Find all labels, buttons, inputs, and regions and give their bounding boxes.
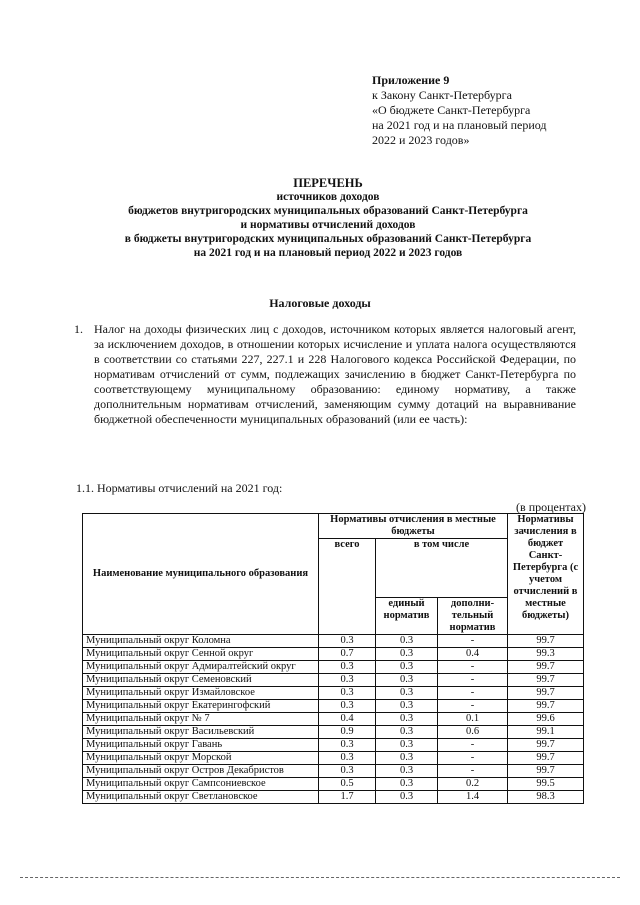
- row-single: 0.3: [376, 687, 438, 700]
- row-total: 0.3: [319, 635, 376, 648]
- row-single: 0.3: [376, 726, 438, 739]
- row-total: 0.3: [319, 674, 376, 687]
- subsection-title: 1.1. Нормативы отчислений на 2021 год:: [76, 481, 283, 495]
- table-row: [83, 713, 584, 726]
- row-spb: 99.1: [508, 726, 584, 739]
- paragraph-number: 1.: [74, 322, 83, 336]
- row-total: 0.3: [319, 700, 376, 713]
- row-extra: -: [438, 661, 508, 674]
- row-extra: -: [438, 687, 508, 700]
- row-spb: 99.7: [508, 739, 584, 752]
- row-name: Муниципальный округ Морской: [83, 752, 319, 765]
- heading-line: бюджетов внутригородских муниципальных образований Санкт-Петербурга: [128, 205, 528, 217]
- units-note: (в процентах): [516, 500, 586, 514]
- row-spb: 99.7: [508, 687, 584, 700]
- heading-line: на 2021 год и на плановый период 2022 и 2023 годов: [193, 247, 463, 259]
- row-total: 0.3: [319, 687, 376, 700]
- row-extra: -: [438, 674, 508, 687]
- row-extra: 0.6: [438, 726, 508, 739]
- header-spb: Нормативы зачисления в бюджет Санкт-Петербурга (с учетом отчислений в местные бюджеты): [508, 514, 584, 635]
- paragraph-1: [76, 322, 576, 427]
- row-spb: 99.7: [508, 674, 584, 687]
- row-single: 0.3: [376, 713, 438, 726]
- row-single: 0.3: [376, 661, 438, 674]
- row-spb: 99.7: [508, 752, 584, 765]
- table-row: [83, 674, 584, 687]
- row-extra: 0.4: [438, 648, 508, 661]
- row-spb: 99.6: [508, 713, 584, 726]
- row-name: Муниципальный округ Семеновский: [83, 674, 319, 687]
- row-total: 0.4: [319, 713, 376, 726]
- row-name: Муниципальный округ № 7: [83, 713, 319, 726]
- row-spb: 99.7: [508, 661, 584, 674]
- row-spb: 99.7: [508, 700, 584, 713]
- row-single: 0.3: [376, 700, 438, 713]
- appendix-title: Приложение 9: [372, 73, 450, 87]
- row-total: 0.3: [319, 765, 376, 778]
- row-spb: 99.7: [508, 635, 584, 648]
- row-extra: -: [438, 635, 508, 648]
- row-total: 1.7: [319, 791, 376, 804]
- table-row: [83, 648, 584, 661]
- row-single: 0.3: [376, 791, 438, 804]
- table-row: [83, 700, 584, 713]
- heading-line: и нормативы отчислений доходов: [240, 219, 416, 231]
- row-name: Муниципальный округ Светлановское: [83, 791, 319, 804]
- appendix-line: 2022 и 2023 годов»: [372, 133, 470, 147]
- paragraph-text: Налог на доходы физических лиц с доходов, источником которых является налоговый агент, за исключением доходов, в отношении которых исчисление и уплата налога осуществляются в соответствии со статьями 227, 227.1 и 228 Налогового кодекса Российской Федерации, по нормативам отчислений от сумм, подлежащих зачислению в бюджет Санкт-Петербурга по соответствующему муниципальному образованию: единому нормативу, а также дополнительным нормативам отчислений, заменяющим сумму дотаций на выравнивание бюджетной обеспеченности муниципальных образований (или ее часть):: [94, 322, 576, 426]
- appendix-line: на 2021 год и на плановый период: [372, 118, 547, 132]
- heading-line: источников доходов: [276, 191, 380, 203]
- header-total: всего: [319, 539, 376, 635]
- row-extra: -: [438, 700, 508, 713]
- row-total: 0.3: [319, 739, 376, 752]
- appendix-block: [372, 73, 612, 148]
- row-extra: 0.2: [438, 778, 508, 791]
- table-row: [83, 765, 584, 778]
- row-single: 0.3: [376, 739, 438, 752]
- row-name: Муниципальный округ Васильевский: [83, 726, 319, 739]
- heading-line: в бюджеты внутригородских муниципальных образований Санкт-Петербурга: [124, 233, 532, 245]
- row-extra: -: [438, 752, 508, 765]
- row-name: Муниципальный округ Измайловское: [83, 687, 319, 700]
- row-single: 0.3: [376, 635, 438, 648]
- norms-table: [82, 513, 584, 804]
- row-extra: -: [438, 739, 508, 752]
- appendix-line: «О бюджете Санкт-Петербурга: [372, 103, 531, 117]
- row-total: 0.5: [319, 778, 376, 791]
- header-incl: в том числе: [376, 539, 508, 598]
- row-single: 0.3: [376, 752, 438, 765]
- row-name: Муниципальный округ Сампсониевское: [83, 778, 319, 791]
- table-row: [83, 778, 584, 791]
- row-extra: 1.4: [438, 791, 508, 804]
- row-single: 0.3: [376, 778, 438, 791]
- row-single: 0.3: [376, 648, 438, 661]
- table-row: [83, 752, 584, 765]
- row-name: Муниципальный округ Коломна: [83, 635, 319, 648]
- header-local: Нормативы отчисления в местные бюджеты: [319, 514, 508, 539]
- row-spb: 99.3: [508, 648, 584, 661]
- row-total: 0.3: [319, 661, 376, 674]
- row-extra: 0.1: [438, 713, 508, 726]
- heading-title: ПЕРЕЧЕНЬ: [293, 176, 363, 190]
- row-spb: 98.3: [508, 791, 584, 804]
- header-name: Наименование муниципального образования: [83, 514, 319, 635]
- row-name: Муниципальный округ Адмиралтейский округ: [83, 661, 319, 674]
- row-total: 0.9: [319, 726, 376, 739]
- row-name: Муниципальный округ Екатерингофский: [83, 700, 319, 713]
- row-name: Муниципальный округ Сенной округ: [83, 648, 319, 661]
- document-heading: [60, 176, 596, 260]
- table-row: [83, 791, 584, 804]
- row-single: 0.3: [376, 765, 438, 778]
- row-name: Муниципальный округ Остров Декабристов: [83, 765, 319, 778]
- table-row: [83, 687, 584, 700]
- appendix-line: к Закону Санкт-Петербурга: [372, 88, 512, 102]
- table-row: [83, 739, 584, 752]
- row-spb: 99.5: [508, 778, 584, 791]
- header-extra: дополни-тельный норматив: [438, 598, 508, 635]
- row-spb: 99.7: [508, 765, 584, 778]
- row-total: 0.7: [319, 648, 376, 661]
- table-row: [83, 661, 584, 674]
- row-extra: -: [438, 765, 508, 778]
- section-title: Налоговые доходы: [269, 296, 371, 310]
- row-name: Муниципальный округ Гавань: [83, 739, 319, 752]
- page-bottom-divider: [20, 877, 620, 879]
- row-single: 0.3: [376, 674, 438, 687]
- table-row: [83, 635, 584, 648]
- header-single: единый норматив: [376, 598, 438, 635]
- table-row: [83, 726, 584, 739]
- row-total: 0.3: [319, 752, 376, 765]
